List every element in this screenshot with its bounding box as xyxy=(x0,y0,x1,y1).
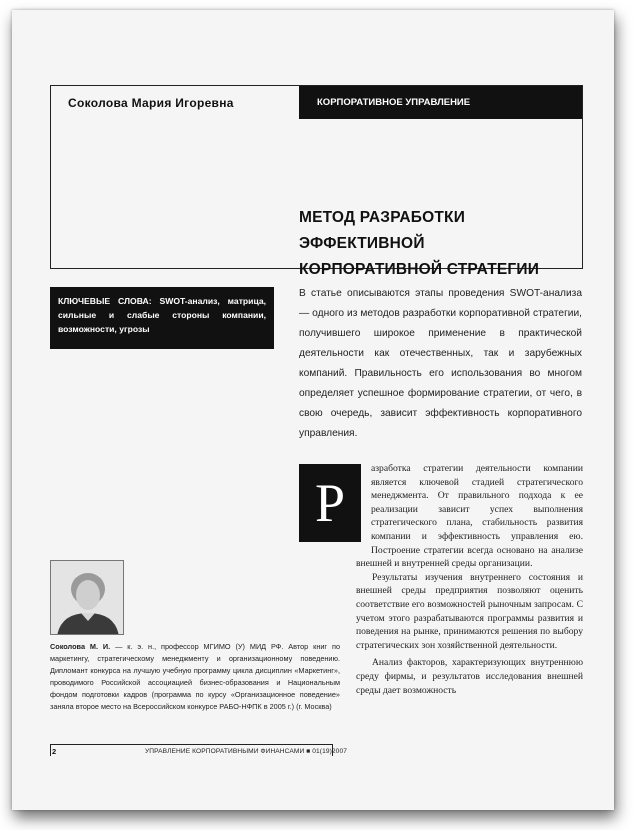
title-line-1: МЕТОД РАЗРАБОТКИ ЭФФЕКТИВНОЙ xyxy=(299,209,466,252)
body-paragraph-1-text: азработка стратегии деятельности компании является ключевой стадией стратегического менеджмента. От правильного подхода к ее реализации зависит успех выполнения стратегического плана, стабильность развития компании и эффективность управления ею. Построение стратегии всегда основано на анализе внешней и внутренней среды организации. xyxy=(356,463,583,570)
body-paragraph-2: Результаты изучения внутреннего состояния и внешней среды предприятия позволяют оценить соответствие его возможностей рыночным запросам. С учетом этого разрабатываются программы развития и поведения на рынке, принимаются решения по выбору стратегических зон хозяйственной деятельности. xyxy=(356,571,583,651)
portrait-image xyxy=(51,561,124,635)
footer-rule xyxy=(50,744,333,745)
footer-divider-left xyxy=(50,744,51,756)
section-label: КОРПОРАТИВНОЕ УПРАВЛЕНИЕ xyxy=(299,86,582,119)
keywords-box: КЛЮЧЕВЫЕ СЛОВА: SWOT-анализ, матрица, сильные и слабые стороны компании, возможности, угрозы xyxy=(50,287,274,349)
bio-author-name: Соколова М. И. xyxy=(50,642,111,651)
page-number: 2 xyxy=(52,747,57,756)
article-title xyxy=(299,205,579,283)
body-paragraph-1 xyxy=(314,462,583,571)
title-line-2: КОРПОРАТИВНОЙ СТРАТЕГИИ xyxy=(299,261,540,278)
author-photo xyxy=(50,560,124,635)
body-paragraph-3: Анализ факторов, характеризующих внутреннюю среду фирмы, и результатов исследования внешней среды дает возможность xyxy=(356,657,583,696)
author-name: Соколова Мария Игоревна xyxy=(68,96,234,110)
abstract-text: В статье описываются этапы проведения SWOT-анализа — одного из методов разработки корпоративной стратегии, получившего широкое применение в практической деятельности как отечественных, так и зарубежных компаний. Правильность его использования во многом определяет успешное формирование стратегии, от чего, в свою очередь, зависит эффективность корпоративного управления. xyxy=(299,288,582,439)
drop-cap: Р xyxy=(299,464,361,542)
article-body xyxy=(314,462,583,697)
bio-text: — к. э. н., профессор МГИМО (У) МИД РФ. Автор книг по маркетингу, стратегическому менеджменту и организационному поведению. Дипломант конкурса на лучшую учебную программу цикла дисциплин «Маркетинг», проводимого Российской ассоциацией бизнес-образования и Национальным фондом подготовки кадров (программа по курсу «Организационное поведение» заняла второе место на Всероссийском конкурсе РАБО-НФПК в 2005 г.) (г. Москва) xyxy=(50,642,341,711)
journal-name: УПРАВЛЕНИЕ КОРПОРАТИВНЫМИ ФИНАНСАМИ ■ 01(19)2007 xyxy=(145,748,347,755)
author-bio xyxy=(50,641,340,713)
